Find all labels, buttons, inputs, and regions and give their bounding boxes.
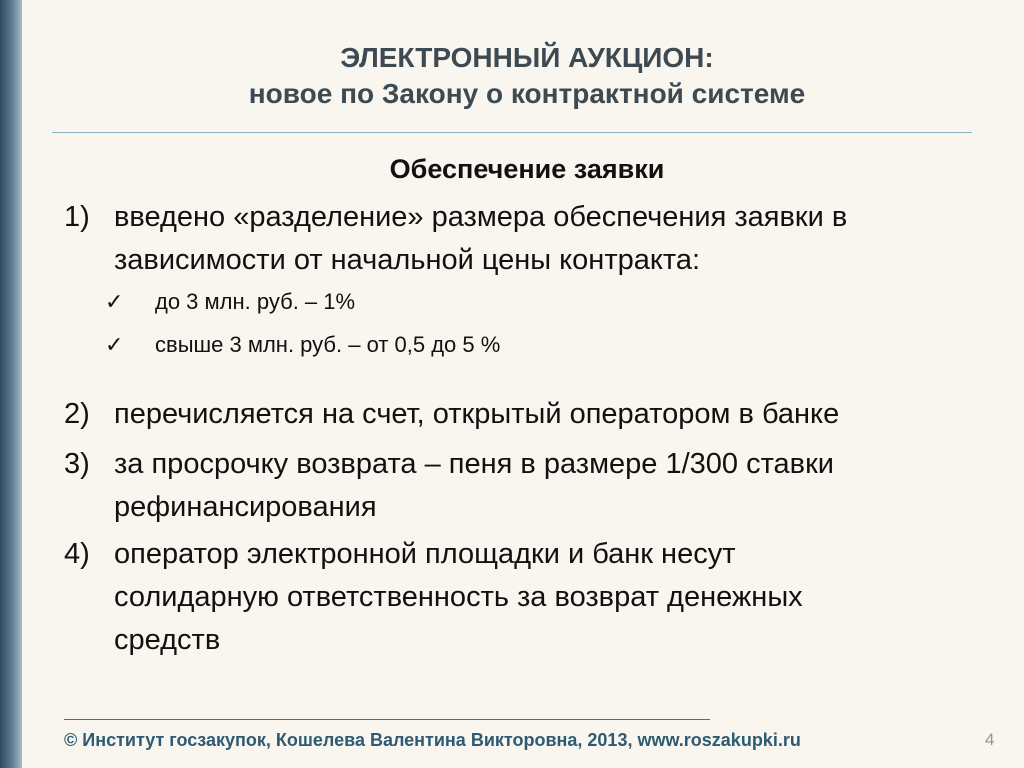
list-item-text-line: введено «разделение» размера обеспечения заявки в [114,201,848,233]
list-item-text-line: зависимости от начальной цены контракта: [114,244,701,276]
checkmark-icon: ✓ [105,332,124,357]
list-item-text-line: средств [114,624,221,656]
sub-item-text: до 3 млн. руб. – 1% [155,289,356,314]
list-item-number: 3) [64,448,90,480]
slide-title [30,40,1024,112]
list-item-text-line: солидарную ответственность за возврат денежных [114,581,803,613]
page-number: 4 [985,730,995,749]
list-item-4 [64,533,994,662]
footer-divider [64,719,710,720]
list-item-3 [64,443,994,529]
list-item-2 [64,393,994,436]
section-heading: Обеспечение заявки [389,154,665,184]
title-line-1: ЭЛЕКТРОННЫЙ АУКЦИОН: [340,42,714,73]
list-item-1 [64,196,994,282]
sub-item-1 [105,287,985,317]
title-divider [52,132,972,133]
checkmark-icon: ✓ [105,289,124,314]
title-line-2: новое по Закону о контрактной системе [248,78,806,109]
list-item-text-line: за просрочку возврата – пеня в размере 1/300 ставки [114,448,834,480]
list-item-text-line: оператор электронной площадки и банк несут [114,538,736,570]
list-item-number: 4) [64,538,90,570]
footer-copyright: © Институт госзакупок, Кошелева Валентина Викторовна, 2013, www.roszakupki.ru [64,730,801,750]
sub-item-text: свыше 3 млн. руб. – от 0,5 до 5 % [155,332,501,357]
list-item-text-line: перечисляется на счет, открытый оператором в банке [114,398,840,430]
list-item-number: 1) [64,201,90,233]
list-item-text-line: рефинансирования [114,491,377,523]
sub-item-2 [105,330,985,360]
left-decorative-bar [0,0,22,768]
list-item-number: 2) [64,398,90,430]
